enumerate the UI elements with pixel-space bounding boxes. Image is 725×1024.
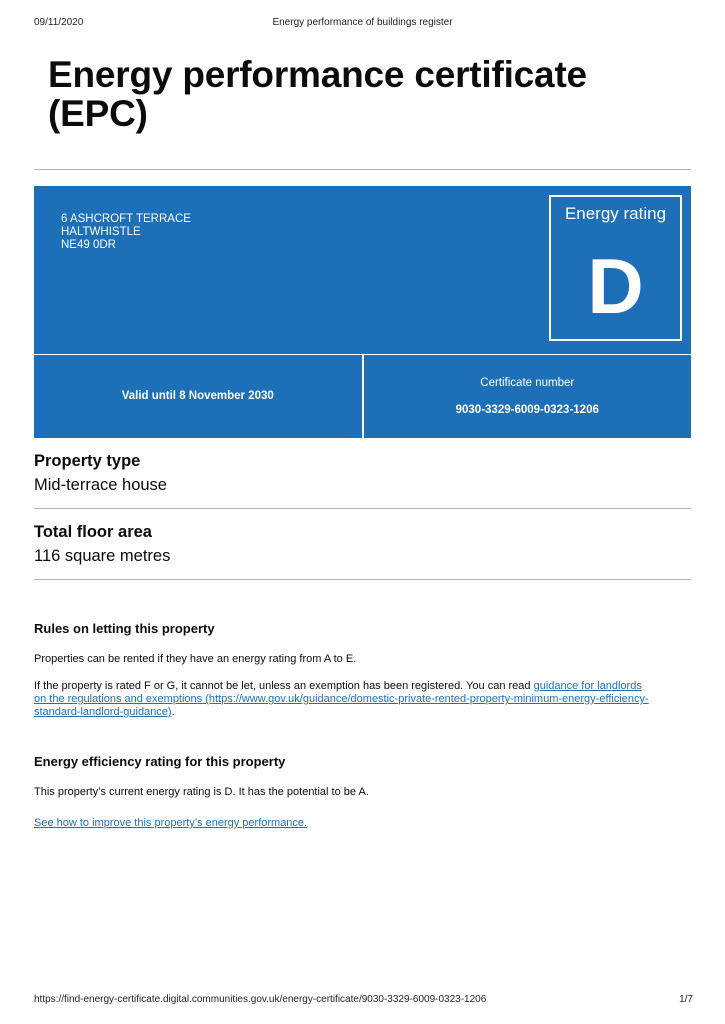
valid-until-cell xyxy=(34,355,362,438)
landlord-guidance-link[interactable]: guidance for landlords xyxy=(533,680,642,692)
print-footer-url: https://find-energy-certificate.digital.communities.gov.uk/energy-certificate/9030-3329-6009-0323-1206 xyxy=(34,994,487,1005)
landlord-guidance-link[interactable]: on the regulations and exemptions (https://www.gov.uk/guidance/domestic-private-rented-property-minimum-energy-efficiency- xyxy=(34,693,649,705)
valid-until: Valid until 8 November 2030 xyxy=(121,390,274,402)
address-line-1: 6 ASHCROFT TERRACE xyxy=(61,213,191,225)
address-postcode: NE49 0DR xyxy=(61,239,116,251)
address-rating-panel xyxy=(34,186,691,354)
divider xyxy=(34,508,691,509)
validity-panel xyxy=(34,355,691,438)
letting-rules-heading: Rules on letting this property xyxy=(34,621,215,636)
property-type-value: Mid-terrace house xyxy=(34,476,167,494)
print-header-title: Energy performance of buildings register xyxy=(272,17,453,28)
letting-rules-text: Properties can be rented if they have an energy rating from A to E. xyxy=(34,653,357,665)
certificate-number: 9030-3329-6009-0323-1206 xyxy=(455,404,599,416)
page-title: Energy performance certificate (EPC) xyxy=(48,54,587,134)
letting-exemption-text xyxy=(34,680,694,719)
certificate-number-label: Certificate number xyxy=(480,377,575,389)
efficiency-rating-text: This property’s current energy rating is D. It has the potential to be A. xyxy=(34,786,369,798)
floor-area-heading: Total floor area xyxy=(34,523,152,541)
energy-rating-letter: D xyxy=(587,242,644,330)
energy-rating-label: Energy rating xyxy=(564,204,667,223)
floor-area-value: 116 square metres xyxy=(34,547,171,565)
landlord-guidance-link[interactable]: standard-landlord-guidance) xyxy=(34,706,172,718)
energy-rating-box xyxy=(549,195,682,341)
address-line-2: HALTWHISTLE xyxy=(61,226,141,238)
improve-performance-paragraph xyxy=(34,817,694,830)
improve-performance-link[interactable]: See how to improve this property’s energy performance. xyxy=(34,817,308,829)
property-type-heading: Property type xyxy=(34,452,141,470)
efficiency-rating-heading: Energy efficiency rating for this property xyxy=(34,754,286,769)
property-address xyxy=(61,213,191,252)
letting-exemption-prefix: If the property is rated F or G, it cannot be let, unless an exemption has been registered. You can read xyxy=(34,680,534,692)
letting-exemption-suffix: . xyxy=(171,706,175,718)
certificate-cell xyxy=(362,355,692,438)
print-date: 09/11/2020 xyxy=(34,17,84,28)
print-page-number: 1/7 xyxy=(679,994,693,1005)
divider xyxy=(34,169,691,170)
divider xyxy=(34,579,691,580)
